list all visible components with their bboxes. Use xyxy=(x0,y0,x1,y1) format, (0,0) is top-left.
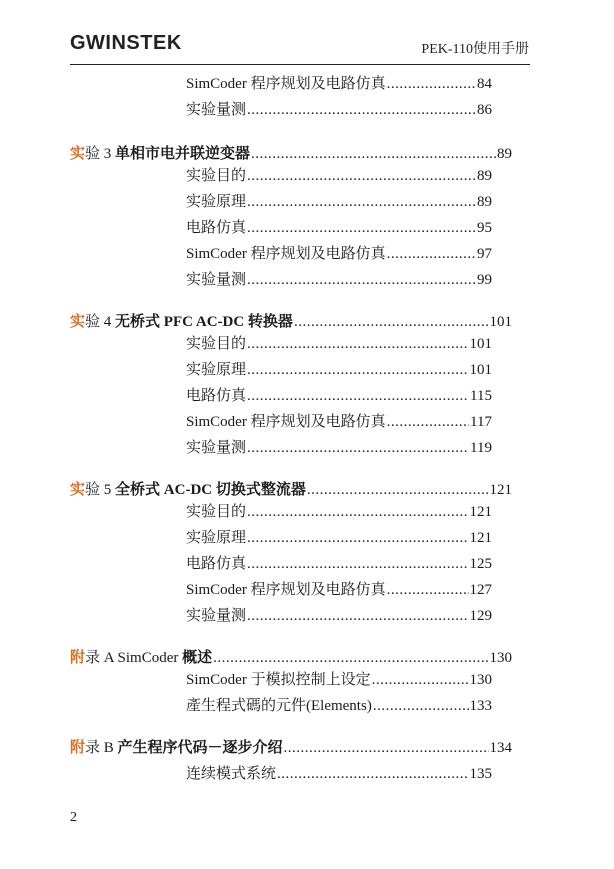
header-rule xyxy=(70,64,530,65)
entry-page-number: 95 xyxy=(477,220,492,236)
chapter-title: 单相市电并联逆变器 xyxy=(115,146,251,162)
dot-leader xyxy=(247,100,476,120)
dot-leader xyxy=(247,386,469,406)
toc-section-entry[interactable] xyxy=(186,412,492,432)
entry-title: 电路仿真 xyxy=(186,220,247,236)
entry-title: 实验原理 xyxy=(186,362,247,378)
entry-title: 实验原理 xyxy=(186,194,247,210)
toc-section-entry[interactable] xyxy=(186,192,492,212)
toc-section-entry[interactable] xyxy=(186,360,492,380)
entry-page-number: 130 xyxy=(469,672,492,688)
toc-chapter-entry[interactable] xyxy=(70,480,512,500)
entry-title: 实验目的 xyxy=(186,336,247,352)
toc-chapter-entry[interactable] xyxy=(70,144,512,164)
dot-leader xyxy=(247,270,476,290)
toc-section-entry[interactable] xyxy=(186,100,492,120)
toc-section-entry[interactable] xyxy=(186,244,492,264)
dot-leader xyxy=(372,670,469,690)
entry-title xyxy=(70,648,212,668)
entry-page-number: 130 xyxy=(489,650,512,666)
chapter-prefix-char: 附 xyxy=(70,650,86,666)
entry-page-number: 135 xyxy=(469,766,492,782)
dot-leader xyxy=(247,528,468,548)
entry-page-number: 101 xyxy=(469,336,492,352)
toc-section-entry[interactable] xyxy=(186,606,492,626)
brand-logo: GWINSTEK xyxy=(70,32,182,54)
entry-title: 连续模式系统 xyxy=(186,766,277,782)
entry-page-number: 117 xyxy=(470,414,492,430)
toc-section-entry[interactable] xyxy=(186,580,492,600)
entry-title xyxy=(70,738,283,758)
dot-leader xyxy=(247,166,476,186)
entry-page-number: 119 xyxy=(470,440,492,456)
toc-chapter-entry[interactable] xyxy=(70,738,512,758)
entry-page-number: 89 xyxy=(477,194,492,210)
entry-title: SimCoder 程序规划及电路仿真 xyxy=(186,582,386,598)
dot-leader xyxy=(247,554,468,574)
chapter-prefix-char: 实 xyxy=(70,314,86,330)
entry-title: 实验目的 xyxy=(186,168,247,184)
chapter-prefix-char: 实 xyxy=(70,146,86,162)
entry-title xyxy=(70,144,250,164)
entry-title xyxy=(70,480,306,500)
toc-chapter-entry[interactable] xyxy=(70,312,512,332)
toc-section-entry[interactable] xyxy=(186,554,492,574)
dot-leader xyxy=(251,144,496,164)
dot-leader xyxy=(387,244,476,264)
toc-section-entry[interactable] xyxy=(186,696,492,716)
entry-page-number: 125 xyxy=(469,556,492,572)
toc-section-entry[interactable] xyxy=(186,386,492,406)
toc-section-entry[interactable] xyxy=(186,334,492,354)
toc-section-entry[interactable] xyxy=(186,270,492,290)
toc-section-entry[interactable] xyxy=(186,166,492,186)
toc-section-entry[interactable] xyxy=(186,438,492,458)
page-number: 2 xyxy=(70,810,77,825)
entry-page-number: 115 xyxy=(470,388,492,404)
toc-section-entry[interactable] xyxy=(186,218,492,238)
chapter-number: 验 4 xyxy=(85,314,116,330)
chapter-prefix-char: 附 xyxy=(70,740,86,756)
dot-leader xyxy=(213,648,488,668)
dot-leader xyxy=(247,502,468,522)
entry-page-number: 129 xyxy=(469,608,492,624)
entry-page-number: 127 xyxy=(469,582,492,598)
chapter-number: 验 3 xyxy=(85,146,116,162)
entry-page-number: 97 xyxy=(477,246,492,262)
toc-section-entry[interactable] xyxy=(186,670,492,690)
toc-section-entry[interactable] xyxy=(186,528,492,548)
chapter-title: 概述 xyxy=(182,650,213,666)
toc-section-entry[interactable] xyxy=(186,74,492,94)
dot-leader xyxy=(247,438,469,458)
toc-section-entry[interactable] xyxy=(186,502,492,522)
chapter-title: 产生程序代码－逐步介绍 xyxy=(117,740,283,756)
entry-title: SimCoder 于模拟控制上设定 xyxy=(186,672,371,688)
entry-title: 產生程式碼的元件(Elements) xyxy=(186,698,372,714)
entry-page-number: 121 xyxy=(469,530,492,546)
toc-section-entry[interactable] xyxy=(186,764,492,784)
entry-page-number: 89 xyxy=(497,146,512,162)
entry-title: SimCoder 程序规划及电路仿真 xyxy=(186,414,386,430)
entry-title xyxy=(70,312,293,332)
chapter-number: 验 5 xyxy=(85,482,116,498)
entry-page-number: 121 xyxy=(469,504,492,520)
dot-leader xyxy=(277,764,468,784)
page-header xyxy=(0,0,614,70)
entry-title: SimCoder 程序规划及电路仿真 xyxy=(186,76,386,92)
entry-title: 实验量测 xyxy=(186,102,247,118)
document-title: PEK-110使用手册 xyxy=(421,42,529,57)
entry-title: 实验原理 xyxy=(186,530,247,546)
dot-leader xyxy=(387,412,469,432)
dot-leader xyxy=(247,360,468,380)
dot-leader xyxy=(373,696,469,716)
chapter-title: 无桥式 PFC AC-DC 转换器 xyxy=(115,314,293,330)
entry-title: 电路仿真 xyxy=(186,388,247,404)
dot-leader xyxy=(284,738,489,758)
entry-page-number: 101 xyxy=(469,362,492,378)
entry-title: 实验量测 xyxy=(186,608,247,624)
entry-page-number: 86 xyxy=(477,102,492,118)
entry-page-number: 133 xyxy=(469,698,492,714)
entry-page-number: 121 xyxy=(489,482,512,498)
entry-title: 实验量测 xyxy=(186,440,247,456)
chapter-prefix-char: 实 xyxy=(70,482,86,498)
chapter-title: 全桥式 AC-DC 切换式整流器 xyxy=(115,482,306,498)
entry-page-number: 99 xyxy=(477,272,492,288)
entry-page-number: 84 xyxy=(477,76,492,92)
entry-page-number: 134 xyxy=(489,740,512,756)
dot-leader xyxy=(247,606,468,626)
entry-title: 电路仿真 xyxy=(186,556,247,572)
dot-leader xyxy=(247,334,468,354)
dot-leader xyxy=(387,580,469,600)
entry-title: 实验量测 xyxy=(186,272,247,288)
entry-page-number: 101 xyxy=(489,314,512,330)
entry-title: SimCoder 程序规划及电路仿真 xyxy=(186,246,386,262)
dot-leader xyxy=(387,74,476,94)
dot-leader xyxy=(247,218,476,238)
entry-title: 实验目的 xyxy=(186,504,247,520)
chapter-number: 录 B xyxy=(85,740,118,756)
dot-leader xyxy=(294,312,489,332)
entry-page-number: 89 xyxy=(477,168,492,184)
toc-chapter-entry[interactable] xyxy=(70,648,512,668)
dot-leader xyxy=(247,192,476,212)
chapter-number: 录 A SimCoder xyxy=(85,650,183,666)
dot-leader xyxy=(307,480,489,500)
